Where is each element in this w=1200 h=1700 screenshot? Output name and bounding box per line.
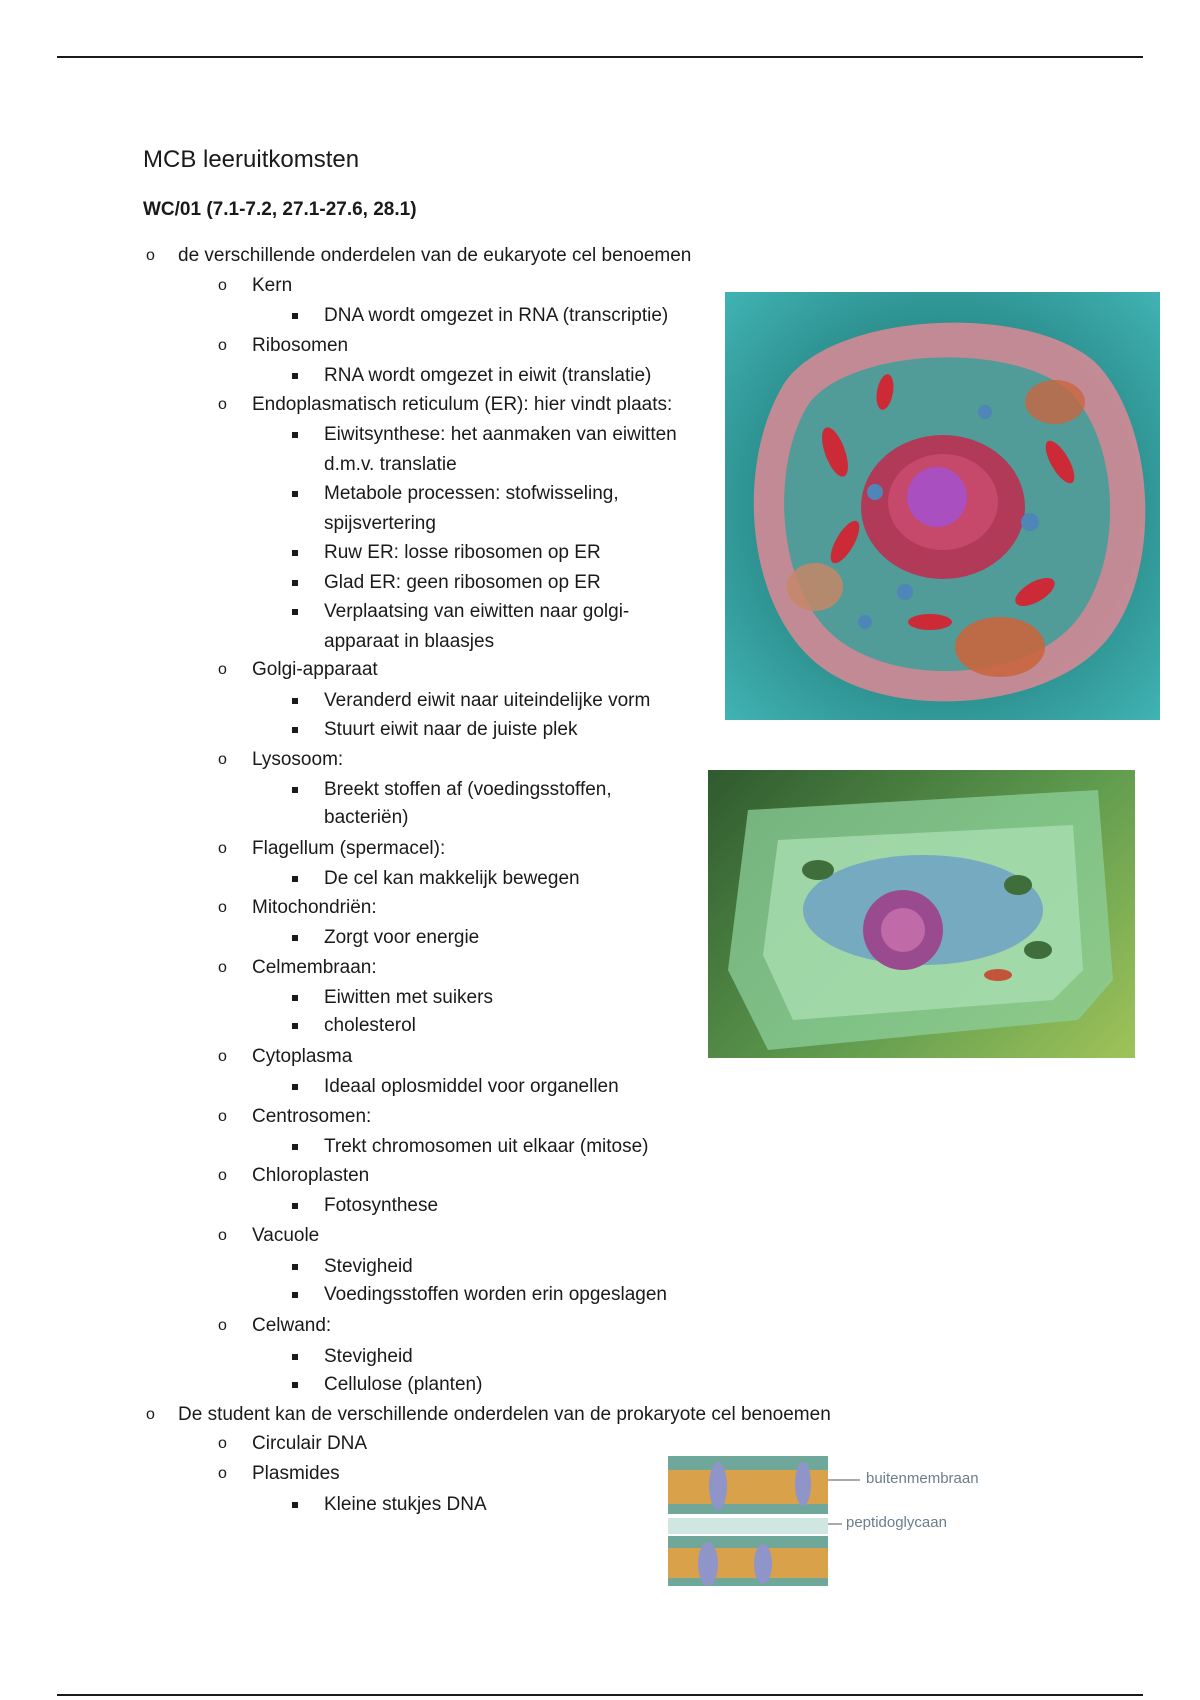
outline-item: Eiwitsynthese: het aanmaken van eiwitten (324, 420, 677, 450)
outline-item: Stevigheid (324, 1252, 413, 1282)
outline-item: De cel kan makkelijk bewegen (324, 864, 580, 894)
top-rule (57, 56, 1143, 58)
outline-item: DNA wordt omgezet in RNA (transcriptie) (324, 301, 668, 331)
outline-item: Voedingsstoffen worden erin opgeslagen (324, 1280, 667, 1310)
outline-item: Ideaal oplosmiddel voor organellen (324, 1072, 619, 1102)
outline-item: o Endoplasmatisch reticulum (ER): hier vindt plaats: (252, 390, 672, 420)
outline-item: Stevigheid (324, 1342, 413, 1372)
outline-item: o Cytoplasma (252, 1042, 352, 1072)
outline-item: Stuurt eiwit naar de juiste plek (324, 715, 577, 745)
chloroplast-shape (1004, 875, 1032, 895)
membrane-protein-shape (709, 1462, 727, 1510)
outline-item: o De student kan de verschillende onderdelen van de prokaryote cel benoemen (178, 1400, 831, 1430)
page-title: MCB leeruitkomsten (143, 146, 360, 173)
outline-item: o Vacuole (252, 1221, 319, 1251)
inner-membrane-layer (668, 1536, 828, 1548)
outline-item: Verplaatsing van eiwitten naar golgi- (324, 597, 629, 627)
outline-item: Trekt chromosomen uit elkaar (mitose) (324, 1132, 649, 1162)
membrane-protein-shape (795, 1462, 811, 1506)
outline-item: Cellulose (planten) (324, 1370, 482, 1400)
outline-item: Breekt stoffen af (voedingsstoffen, (324, 775, 612, 805)
vesicle-shape (858, 615, 872, 629)
chloroplast-shape (1024, 941, 1052, 959)
outline-item: Eiwitten met suikers (324, 983, 493, 1013)
bottom-rule (57, 1694, 1143, 1696)
nucleolus-shape (881, 908, 925, 952)
outline-item: o Celwand: (252, 1311, 331, 1341)
outline-item: Veranderd eiwit naar uiteindelijke vorm (324, 686, 650, 716)
nucleolus-shape (907, 467, 967, 527)
outline-item: Metabole processen: stofwisseling, (324, 479, 619, 509)
outline-item: o Kern (252, 271, 292, 301)
membrane-protein-shape (698, 1542, 718, 1586)
outline-item: RNA wordt omgezet in eiwit (translatie) (324, 361, 651, 391)
outline-item: o Lysosoom: (252, 745, 343, 775)
outline-item: Ruw ER: losse ribosomen op ER (324, 538, 601, 568)
outline-item: Glad ER: geen ribosomen op ER (324, 568, 601, 598)
vesicle-shape (978, 405, 992, 419)
eukaryote-cell-image (725, 292, 1160, 720)
outline-item: Fotosynthese (324, 1191, 438, 1221)
outline-item: spijsvertering (324, 513, 436, 534)
outline-item: o Flagellum (spermacel): (252, 834, 445, 864)
vesicle-shape (867, 484, 883, 500)
outline-item: cholesterol (324, 1011, 416, 1041)
label-peptidoglycan: peptidoglycaan (846, 1514, 947, 1531)
peptidoglycan-layer (668, 1518, 828, 1534)
outline-item: o Celmembraan: (252, 953, 377, 983)
golgi-shape (1025, 380, 1085, 424)
outline-item: o Mitochondriën: (252, 893, 377, 923)
outline-item: o Circulair DNA (252, 1429, 367, 1459)
outline-item: o de verschillende onderdelen van de eukaryote cel benoemen (178, 241, 691, 271)
mitochondrion-shape (984, 969, 1012, 981)
membrane-image (648, 1436, 1008, 1596)
golgi-shape (787, 563, 843, 611)
inner-membrane-layer (668, 1578, 828, 1586)
mitochondrion-shape (908, 614, 952, 630)
outline-item: bacteriën) (324, 807, 409, 828)
vesicle-shape (897, 584, 913, 600)
outline-item: o Plasmides (252, 1459, 340, 1489)
outline-item: o Golgi-apparaat (252, 655, 378, 685)
outline-item: Kleine stukjes DNA (324, 1490, 487, 1520)
outline-item: apparaat in blaasjes (324, 631, 495, 652)
golgi-shape (955, 617, 1045, 677)
chloroplast-shape (802, 860, 834, 880)
outline-item: o Chloroplasten (252, 1161, 369, 1191)
plant-cell-image (708, 770, 1135, 1058)
membrane-protein-shape (754, 1544, 772, 1584)
label-outer-membrane: buitenmembraan (866, 1470, 979, 1487)
outline-item: o Ribosomen (252, 331, 348, 361)
inner-membrane-layer (668, 1548, 828, 1578)
outline-item: Zorgt voor energie (324, 923, 479, 953)
vesicle-shape (1021, 513, 1039, 531)
outline-item: d.m.v. translatie (324, 454, 457, 475)
section-heading: WC/01 (7.1-7.2, 27.1-27.6, 28.1) (143, 199, 417, 220)
outline-item: o Centrosomen: (252, 1102, 371, 1132)
